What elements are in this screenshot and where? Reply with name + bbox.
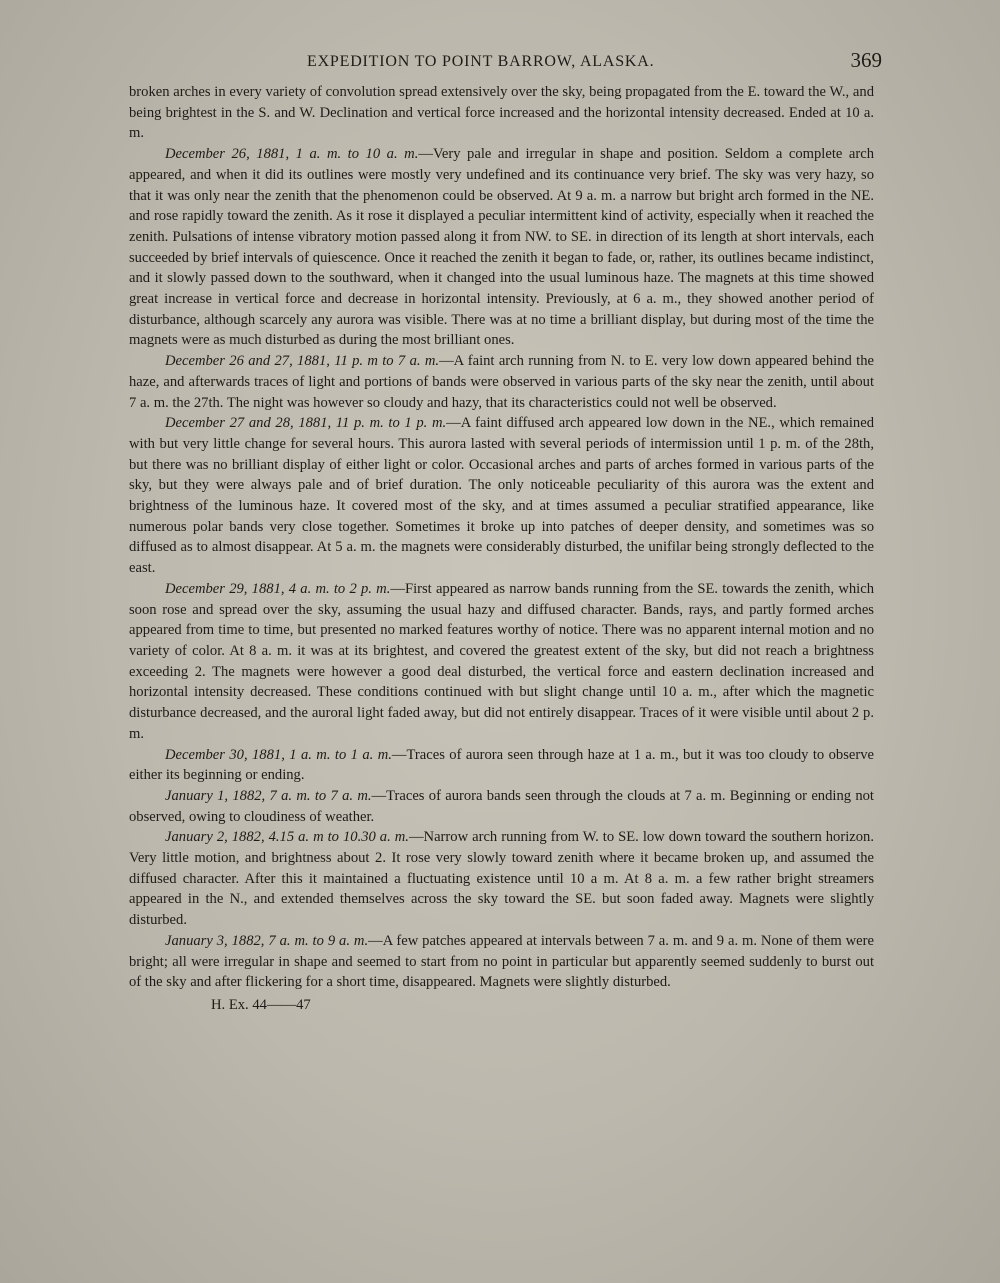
paragraph-text: broken arches in every variety of convolution spread extensively over the sky, being propagated from the E. toward the W., and being brightest in the S. and W. Declination and vertical force increased and the horizontal intensity decreased. Ended at 10 a. m. [129, 84, 874, 142]
page-number: 369 [850, 48, 882, 72]
entry-text: —A faint diffused arch appeared low down in the NE., which remained with but very little change for several hours. This aurora lasted with several periods of intermission until 1 p. m. of the 28th, but there was no brilliant display of either light or color. Occasional arches and parts of arches formed in various parts of the sky, but they were always pale and of brief duration. The only noticeable peculiarity of this aurora was the extent and brightness of the luminous haze. It covered most of the sky, and at times assumed a peculiar stratified appearance, like numerous polar bands very close together. Sometimes it broke up into patches of deeper density, and sometimes was so diffused as to almost disappear. At 5 a. m. the magnets were considerably disturbed, the unifilar being strongly deflected to the east. [129, 415, 874, 577]
page-footer [129, 997, 874, 1014]
entry-date: December 26 and 27, 1881, 11 p. m to 7 a. m. [165, 353, 440, 370]
entry-text: —Traces of aurora seen through haze at 1 a. m., but it was too cloudy to observe either its beginning or ending. [129, 746, 874, 784]
page-header [129, 48, 882, 82]
entry-date: December 30, 1881, 1 a. m. to 1 a. m. [165, 746, 392, 763]
entry-date: January 1, 1882, 7 a. m. to 7 a. m. [165, 787, 372, 804]
entry-text: —Narrow arch running from W. to SE. low down toward the southern horizon. Very little motion, and brightness about 2. It rose very slowly toward zenith where it became broken up, and assumed the diffused character. After this it maintained a fluctuating existence until 10 a m. At 8 a. m. a few rather bright streamers appeared in the N., and extended themselves across the sky toward the SE. but soon faded away. Magnets were slightly disturbed. [129, 829, 874, 929]
running-title: EXPEDITION TO POINT BARROW, ALASKA. [307, 53, 655, 70]
entry-paragraph [129, 827, 874, 931]
entry-paragraph [129, 579, 874, 745]
entry-date: December 26, 1881, 1 a. m. to 10 a. m. [165, 146, 419, 163]
entry-paragraph [129, 413, 874, 579]
entry-date: January 3, 1882, 7 a. m. to 9 a. m. [165, 932, 369, 949]
entry-text: —A faint arch running from N. to E. very low down appeared behind the haze, and afterwards traces of light and portions of bands were observed in various parts of the sky near the zenith, until about 7 a. m. the 27th. The night was however so cloudy and hazy, that its characteristics could not well be observed. [129, 353, 874, 411]
entry-paragraph [129, 745, 874, 786]
entry-text: —Very pale and irregular in shape and position. Seldom a complete arch appeared, and when it did its outlines were mostly very undefined and its continuance very brief. The sky was very hazy, so that it was only near the zenith that the phenomenon could be observed. At 9 a. m. a narrow but bright arch formed in the NE. and rose rapidly toward the zenith. As it rose it displayed a peculiar intermittent kind of activity, especially when it reached the zenith. Pulsations of intense vibratory motion passed along it from NW. to SE. in direction of its length at short intervals, each succeeded by brief intervals of quiescence. Once it reached the zenith it began to fade, or, rather, its outlines became indistinct, and it slowly passed down to the southward, when it changed into the usual luminous haze. The magnets at this time showed great increase in vertical force and decrease in horizontal intensity. Previously, at 6 a. m., they showed another period of disturbance, although scarcely any aurora was visible. There was at no time a brilliant display, but during most of the time the magnets were as much disturbed as during the most brilliant ones. [129, 146, 874, 349]
entry-paragraph [129, 144, 874, 351]
paragraph [129, 82, 874, 144]
body-text [129, 82, 874, 993]
entry-date: December 29, 1881, 4 a. m. to 2 p. m. [165, 580, 391, 597]
entry-paragraph [129, 931, 874, 993]
entry-text: —A few patches appeared at intervals between 7 a. m. and 9 a. m. None of them were bright; all were irregular in shape and seemed to start from no point in particular but apparently seemed suddenly to burst out of the sky and after flickering for a short time, disappeared. Magnets were slightly disturbed. [129, 932, 874, 991]
entry-date: January 2, 1882, 4.15 a. m to 10.30 a. m. [165, 829, 409, 846]
entry-text: —Traces of aurora bands seen through the clouds at 7 a. m. Beginning or ending not observed, owing to cloudiness of weather. [129, 787, 874, 825]
entry-paragraph [129, 786, 874, 827]
entry-date: December 27 and 28, 1881, 11 p. m. to 1 p. m. [165, 415, 447, 432]
footer-signature: H. Ex. 44——47 [211, 996, 311, 1013]
entry-paragraph [129, 351, 874, 413]
entry-text: —First appeared as narrow bands running from the SE. towards the zenith, which soon rose and spread over the sky, assuming the usual hazy and diffused character. Bands, rays, and partly formed arches appeared from time to time, but presented no marked features worthy of notice. There was no apparent internal motion and no variety of color. At 8 a. m. it was at its brightest, and covered the greatest extent of the sky, but did not reach a brightness exceeding 2. The magnets were however a good deal disturbed, the vertical force and eastern declination increased and horizontal intensity decreased. These conditions continued with but slight change until 10 a. m., after which the magnetic disturbance decreased, and the auroral light faded away, but did not entirely disappear. Traces of it were visible until about 2 p. m. [129, 580, 874, 742]
